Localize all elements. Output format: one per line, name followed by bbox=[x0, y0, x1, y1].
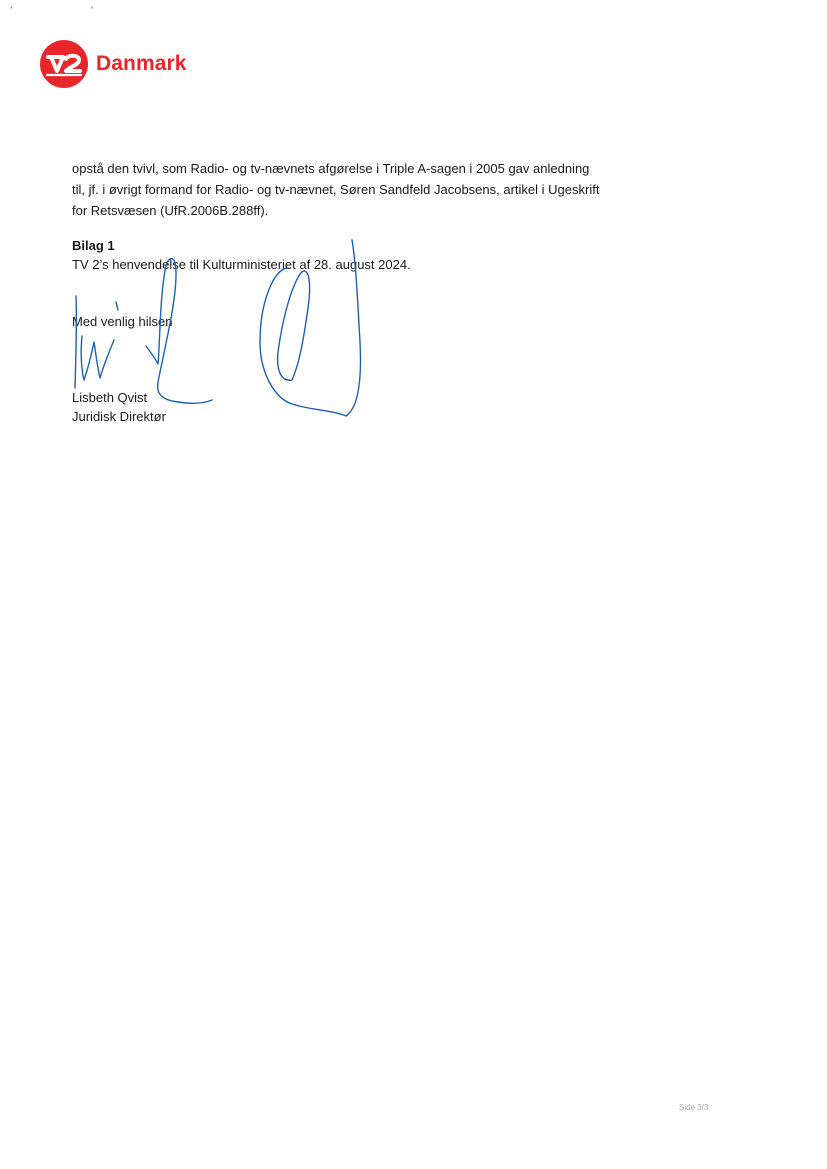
page-number: Side 3/3 bbox=[679, 1103, 709, 1112]
brand-name: Danmark bbox=[96, 52, 187, 75]
tv2-logo-mark bbox=[39, 40, 89, 88]
body-line: for Retsvæsen (UfR.2006B.288ff). bbox=[72, 203, 269, 218]
tv2-logo bbox=[39, 40, 187, 88]
body-line: til, jf. i øvrigt formand for Radio- og tv-nævnet, Søren Sandfeld Jacobsens, artikel i Ugeskrift bbox=[72, 182, 600, 197]
attachment-title: Bilag 1 bbox=[72, 238, 115, 253]
signatory-name: Lisbeth Qvist bbox=[72, 390, 148, 405]
handwritten-signature bbox=[60, 232, 380, 432]
signatory-role: Juridisk Direktør bbox=[72, 409, 166, 424]
body-line: opstå den tvivl, som Radio- og tv-nævnets afgørelse i Triple A-sagen i 2005 gav anledning bbox=[72, 161, 590, 176]
attachment-text: TV 2’s henvendelse til Kulturministeriet af 28. august 2024. bbox=[72, 257, 411, 272]
scan-marks: * * bbox=[10, 6, 132, 13]
body-paragraph bbox=[72, 158, 642, 221]
closing-greeting: Med venlig hilsen bbox=[72, 314, 173, 329]
